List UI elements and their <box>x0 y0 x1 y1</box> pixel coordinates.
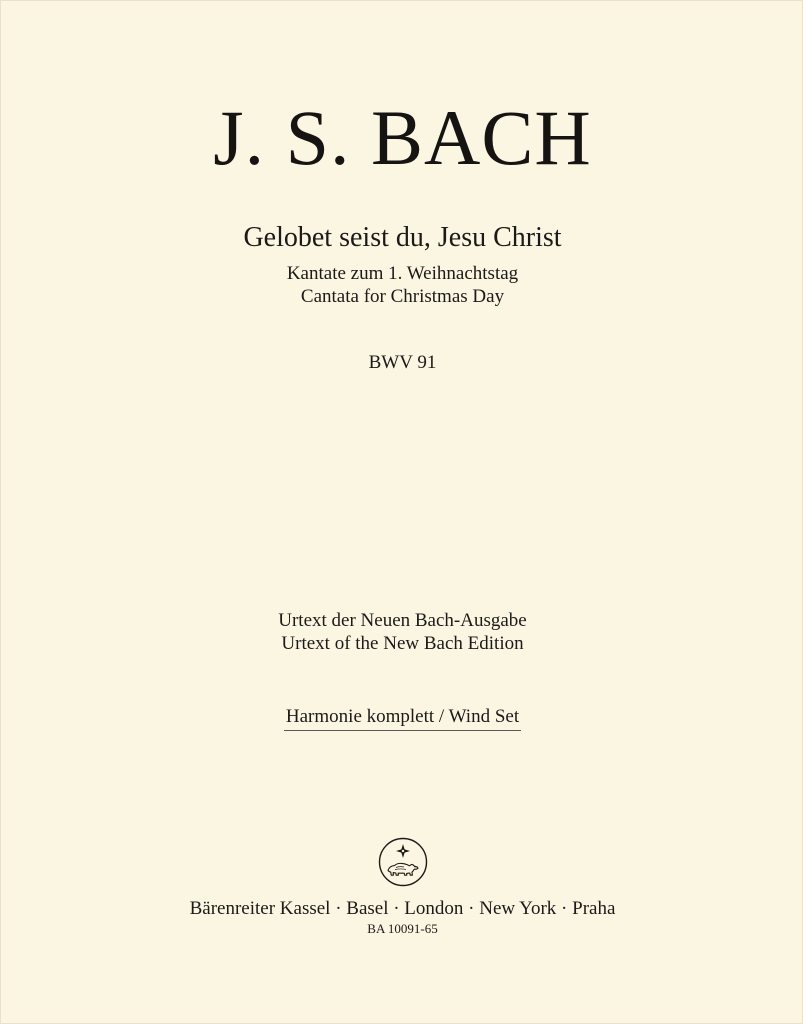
subtitle-german: Kantate zum 1. Weihnachtstag <box>286 263 519 284</box>
edition-label: Harmonie komplett / Wind Set <box>284 706 521 731</box>
urtext-note-german: Urtext der Neuen Bach-Ausgabe <box>278 610 527 631</box>
publisher-places: Bärenreiter Kassel · Basel · London · New York · Praha <box>189 898 616 919</box>
urtext-note-english: Urtext of the New Bach Edition <box>281 633 524 654</box>
catalog-number: BWV 91 <box>368 352 437 373</box>
order-number: BA 10091-65 <box>367 921 438 936</box>
baerenreiter-bear-star-icon <box>378 837 428 887</box>
work-title: Gelobet seist du, Jesu Christ <box>243 222 562 253</box>
edition-block <box>1 706 803 731</box>
composer-name: J. S. BACH <box>213 94 592 181</box>
subtitle-english: Cantata for Christmas Day <box>300 286 505 307</box>
